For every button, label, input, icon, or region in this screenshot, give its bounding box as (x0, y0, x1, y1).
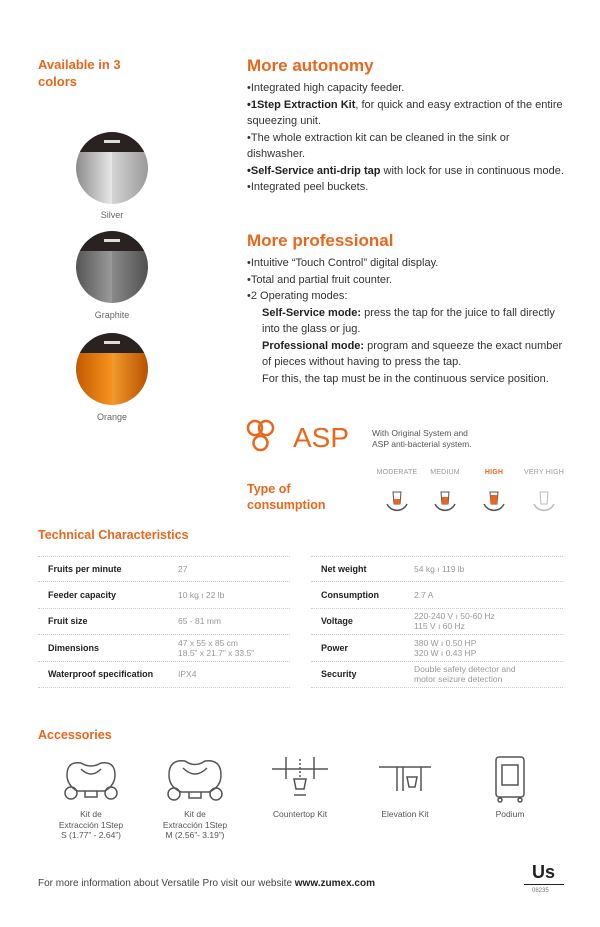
tech-table-right (311, 556, 563, 688)
autonomy-item: •Integrated high capacity feeder. (247, 82, 405, 94)
website-link[interactable]: www.zumex.com (294, 878, 375, 889)
asp-line: ASP anti-bacterial system. (372, 439, 472, 449)
accessory-size: M (2.56”- 3.19”) (165, 830, 225, 840)
autonomy-item: •Self-Service anti-drip tap with lock for use in continuous mode. (247, 164, 564, 177)
elevation-kit-icon (373, 755, 437, 803)
asp-description (372, 428, 512, 450)
silver-label: Silver (100, 210, 124, 220)
accessory-label: Countertop Kit (272, 809, 328, 819)
professional-item: •2 Operating modes: (247, 290, 348, 302)
silver-swatch (76, 132, 148, 204)
level-medium: MEDIUM (415, 469, 475, 512)
level-very-high: VERY HIGH (514, 469, 574, 512)
professional-mode: Professional mode: program and squeeze the exact number of pieces without having to press the tap. (262, 339, 563, 368)
autonomy-item: •Integrated peel buckets. (247, 181, 369, 193)
glass-medium-icon (431, 484, 459, 512)
professional-list (247, 255, 567, 387)
extraction-kit-m-icon (163, 755, 227, 803)
accessory-label: Podium (495, 809, 525, 819)
podium-icon (478, 755, 542, 803)
tech-row: Power 380 W ı 0.50 HP 320 W ı 0.43 HP (311, 635, 563, 661)
orange-label: Orange (96, 412, 128, 422)
accessory-kit-m (145, 755, 245, 841)
graphite-label: Graphite (94, 310, 130, 320)
tech-row: Dimensions 47 x 55 x 85 cm 18.5” x 21.7” x 33.5” (38, 635, 290, 661)
graphite-swatch (76, 231, 148, 303)
accessories-title: Accessories (38, 728, 112, 742)
glass-moderate-icon (383, 484, 411, 512)
professional-item: •Intuitive “Touch Control” digital display. (247, 257, 439, 269)
level-high: HIGH (464, 469, 524, 512)
orange-swatch (76, 333, 148, 405)
autonomy-list (247, 80, 567, 196)
asp-logo-text: ASP (293, 422, 350, 453)
technical-title: Technical Characteristics (38, 528, 189, 542)
tech-row: Security Double safety detector and motor seizure detection (311, 662, 563, 688)
glass-high-icon (480, 484, 508, 512)
tech-row: Voltage 220-240 V ı 50-60 Hz 115 V ı 60 Hz (311, 609, 563, 635)
tech-table-left (38, 556, 290, 688)
colors-title: Available in 3 colors (38, 57, 121, 89)
accessory-label: Extracción 1Step (162, 819, 228, 830)
tech-row: Waterproof specification IPX4 (38, 662, 290, 688)
tech-row: Consumption 2.7 A (311, 582, 563, 608)
tech-row: Fruits per minute 27 (38, 556, 290, 582)
extraction-kit-s-icon (59, 755, 123, 803)
countertop-kit-icon (268, 755, 332, 803)
footer-text: For more information about Versatile Pro visit our website www.zumex.com (38, 878, 375, 889)
glass-very-high-icon (530, 484, 558, 512)
accessory-countertop-kit (250, 755, 350, 820)
professional-item: •Total and partial fruit counter. (247, 273, 393, 286)
accessory-label: Kit de (184, 809, 206, 819)
professional-mode-note: For this, the tap must be in the continuous service position. (262, 372, 549, 385)
autonomy-title: More autonomy (247, 56, 374, 75)
asp-logo (245, 417, 365, 457)
accessory-size: S (1.77” - 2.64”) (61, 830, 121, 840)
autonomy-item: •The whole extraction kit can be cleaned in the sink or dishwasher. (247, 131, 510, 160)
accessory-label: Kit de (80, 809, 102, 819)
professional-title: More professional (247, 231, 394, 250)
tech-row: Feeder capacity 10 kg ı 22 lb (38, 582, 290, 608)
accessory-elevation-kit (355, 755, 455, 820)
tech-row: Net weight 54 kg ı 119 lb (311, 556, 563, 582)
self-service-mode: Self-Service mode: press the tap for the juice to fall directly into the glass or jug. (262, 306, 555, 335)
document-code: 08235 (532, 888, 549, 894)
accessory-label: Extracción 1Step (58, 819, 124, 830)
accessory-podium (460, 755, 560, 820)
autonomy-item: •1Step Extraction Kit, for quick and easy extraction of the entire squeezing unit. (247, 98, 563, 127)
region-underline (524, 884, 564, 885)
accessory-label: Elevation Kit (381, 809, 429, 819)
asp-line: With Original System and (372, 428, 468, 438)
level-moderate: MODERATE (367, 469, 427, 512)
consumption-title: Type of consumption (247, 482, 326, 512)
tech-row: Fruit size 65 - 81 mm (38, 609, 290, 635)
accessory-kit-s (41, 755, 141, 841)
region-mark: Us (532, 862, 556, 882)
